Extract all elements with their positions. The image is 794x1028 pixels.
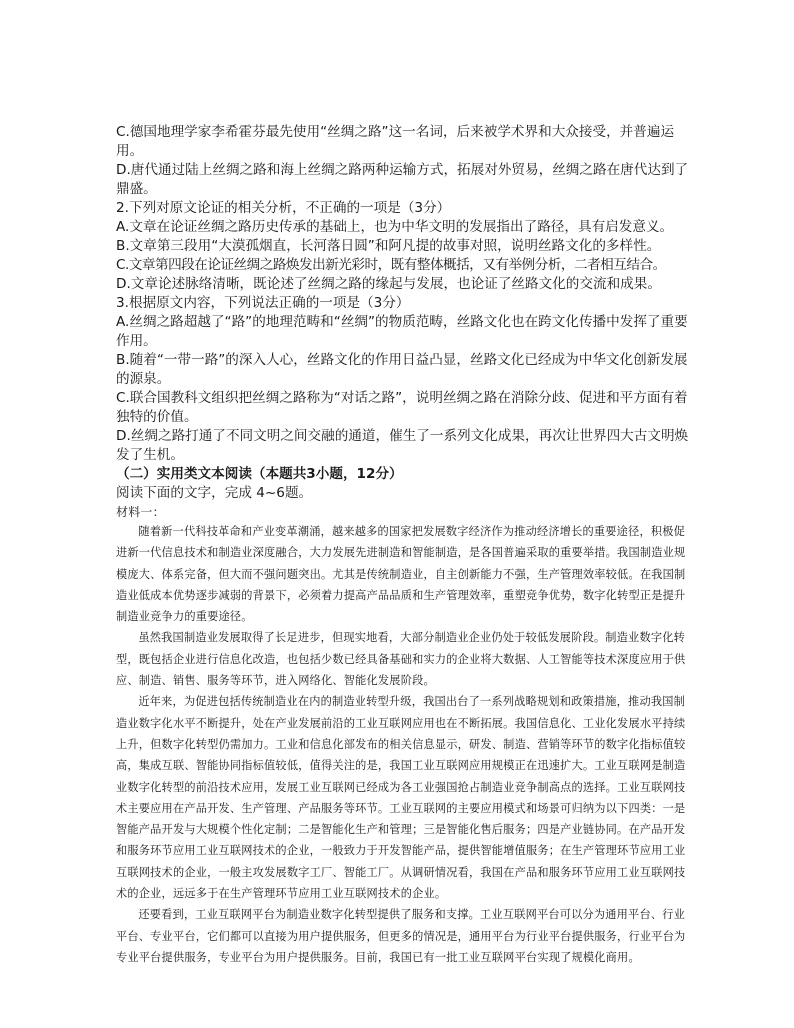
- q3-option-d: D.丝绸之路打通了不同文明之间交融的通道，催生了一系列文化成果，再次让世界四大古文明焕发了生机。: [116, 428, 689, 463]
- q2-option-c: C.文章第四段在论证丝绸之路焕发出新光彩时，既有整体概括，又有举例分析，二者相互结合。: [116, 257, 666, 273]
- exam-page: [116, 123, 690, 968]
- section-one-tail: [116, 123, 690, 503]
- q1-option-c: C.德国地理学家李希霍芬最先使用“丝绸之路”这一名词，后来被学术界和大众接受，并普遍运用。: [116, 124, 675, 159]
- section-two-heading: （二）实用类文本阅读（本题共3小题，12分）: [116, 466, 403, 482]
- material-paragraph-1: 随着新一代科技革命和产业变革潮涌，越来越多的国家把发展数字经济作为推动经济增长的重要途径，积极促进新一代信息技术和制造业深度融合，大力发展先进制造和智能制造，是各国普遍采取的重要举措。我国制造业规模庞大、体系完备，但大而不强问题突出。尤其是传统制造业，自主创新能力不强，生产管理效率较低。在我国制造业低成本优势逐步减弱的背景下，必须着力提高产品品质和生产管理效率，重塑竞争优势，数字化转型正是提升制造业竞争力的重要途径。: [116, 525, 686, 624]
- material-label: 材料一：: [116, 505, 165, 519]
- q3-stem: 3.根据原文内容，下列说法正确的一项是（3分）: [116, 295, 410, 311]
- q3-option-a: A.丝绸之路超越了“路”的地理范畴和“丝绸”的物质范畴，丝路文化也在跨文化传播中发挥了重要作用。: [116, 314, 688, 349]
- section-two-instruction: 阅读下面的文字，完成 4~6题。: [116, 485, 313, 501]
- q1-option-d: D.唐代通过陆上丝绸之路和海上丝绸之路两种运输方式，拓展对外贸易，丝绸之路在唐代达到了鼎盛。: [116, 162, 689, 197]
- material-one: [116, 503, 690, 968]
- material-paragraph-2: 虽然我国制造业发展取得了长足进步，但现实地看，大部分制造业企业仍处于较低发展阶段。制造业数字化转型，既包括企业进行信息化改造，也包括少数已经具备基础和实力的企业将大数据、人工智能等技术深度应用于供应、制造、销售、服务等环节，进入网络化、智能化发展阶段。: [116, 631, 686, 688]
- q2-option-a: A.文章在论证丝绸之路历史传承的基础上，也为中华文明的发展指出了路径，具有启发意义。: [116, 219, 674, 235]
- q3-option-b: B.随着“一带一路”的深入人心，丝路文化的作用日益凸显，丝路文化已经成为中华文化创新发展的源泉。: [116, 352, 688, 387]
- q2-option-b: B.文章第三段用“大漠孤烟直，长河落日圆”和阿凡提的故事对照，说明丝路文化的多样性。: [116, 238, 661, 254]
- q2-option-d: D.文章论述脉络清晰，既论述了丝绸之路的缘起与发展，也论证了丝路文化的交流和成果。: [116, 276, 661, 292]
- material-paragraph-4: 还要看到，工业互联网平台为制造业数字化转型提供了服务和支撑。工业互联网平台可以分为通用平台、行业平台、专业平台，它们都可以直接为用户提供服务，但更多的情况是，通用平台为行业平台提供服务，行业平台为专业平台提供服务，专业平台为用户提供服务。目前，我国已有一批工业互联网平台实现了规模化商用。: [116, 908, 686, 964]
- q2-stem: 2.下列对原文论证的相关分析，不正确的一项是（3分）: [116, 200, 451, 216]
- material-paragraph-3: 近年来，为促进包括传统制造业在内的制造业转型升级，我国出台了一系列战略规划和政策措施，推动我国制造业数字化水平不断提升，处在产业发展前沿的工业互联网应用也在不断拓展。我国信息化、工业化发展水平持续上升，但数字化转型仍需加力。工业和信息化部发布的相关信息显示，研发、制造、营销等环节的数字化指标值较高，集成互联、智能协同指标值较低，值得关注的是，我国工业互联网应用规模正在迅速扩大。工业互联网是制造业数字化转型的前沿技术应用，发展工业互联网已经成为各工业强国抢占制造业竞争制高点的选择。工业互联网技术主要应用在产品开发、生产管理、产品服务等环节。工业互联网的主要应用模式和场景可归纳为以下四类：一是智能产品开发与大规模个性化定制；二是智能化生产和管理；三是智能化售后服务；四是产业链协同。在产品开发和服务环节应用工业互联网技术的企业，一般致力于开发智能产品，提供智能增值服务；在生产管理环节应用工业互联网技术的企业，一般主攻发展数字工厂、智能工厂。从调研情况看，我国在产品和服务环节应用工业互联网技术的企业，远远多于在生产管理环节应用工业互联网技术的企业。: [116, 695, 686, 901]
- q3-option-c: C.联合国教科文组织把丝绸之路称为“对话之路”，说明丝绸之路在消除分歧、促进和平方面有着独特的价值。: [116, 390, 688, 425]
